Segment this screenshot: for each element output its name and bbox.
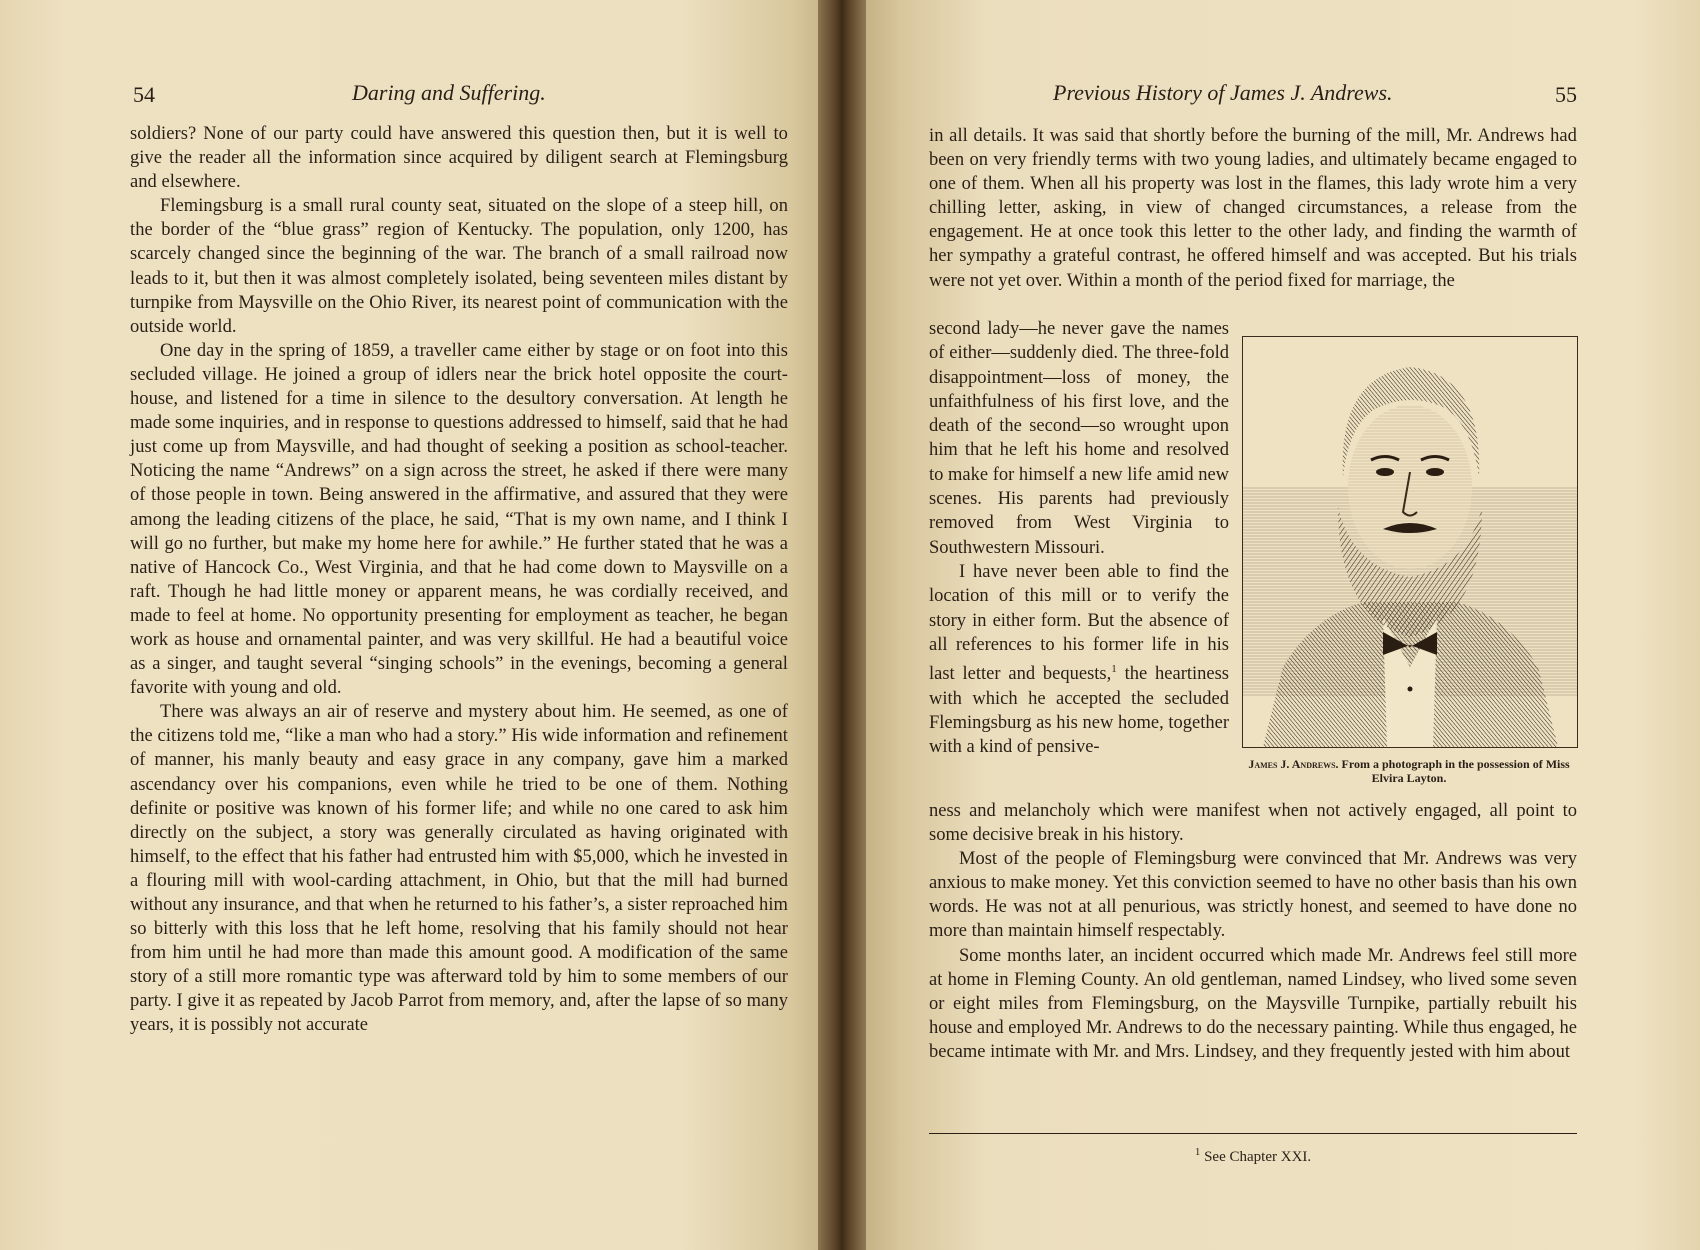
paragraph: ness and melancholy which were manifest when not actively engaged, all point to some decisive break in his history. [929, 801, 1577, 846]
book-gutter [818, 0, 866, 1250]
paragraph: Flemingsburg is a small rural county seat, situated on the slope of a steep hill, on the border of the “blue grass” region of Kentucky. The population, only 1200, has scarcely changed since the beginning of the war. The branch of a small railroad now leads to it, but then it was almost completely isolated, being seventeen miles distant by turnpike from Maysville on the Ohio River, its nearest point of communication with the outside world. [130, 196, 788, 337]
paragraph: in all details. It was said that shortly before the burning of the mill, Mr. Andrews had been on very friendly terms with two young ladies, and ultimately became engaged to one of them. When all his property was lost in the flames, this lady wrote him a very chilling letter, asking, in view of changed circumstances, a release from the engagement. He at once took this letter to the other lady, and finding the warmth of her sympathy a grateful contrast, he offered himself and was accepted. But his trials were not yet over. Within a month of the period fixed for marriage, the [929, 126, 1577, 291]
right-page [850, 0, 1700, 1250]
paragraph: second lady—he never gave the names of either—suddenly died. The three-fold disappointment—loss of money, the unfaithfulness of his first love, and the death of the second—so wrought upon him that he left his home and resolved to make for himself a new life amid new scenes. His parents had previously removed from West Virginia to Southwestern Missouri. [929, 319, 1230, 558]
paragraph: There was always an air of reserve and mystery about him. He seemed, as one of the citizens told me, “like a man who had a story.” His wide information and refinement of manner, his manly beauty and easy grace in any company, gave him a marked ascendancy over his companions, even while he tried to be one of them. Nothing definite or positive was known of his former life; and while no one cared to ask him directly on the subject, a story was generally circulated as having originated with himself, to the effect that his father had entrusted him with $5,000, which he invested in a flouring mill with wool-carding attachment, in Ohio, but that the mill had burned without any insurance, and that when he returned to his father’s, a sister reproached him so bitterly with this loss that he left home, resolving that his family should not hear from him until he had more than made this amount good. A modification of the same story of a still more romantic type was afterward told by him to some members of our party. I give it as repeated by Jacob Parrot from memory, and, after the lapse of so many years, it is possibly not accurate [130, 702, 788, 1036]
paragraph-start: I have never been able to find the location of this mill or to verify the story in either form. But the absence of all references to his former life in his last letter and bequests, [929, 561, 1229, 685]
left-running-head: Daring and Suffering. [352, 80, 546, 105]
right-page-top-text [929, 124, 1577, 293]
paragraph: soldiers? None of our party could have answered this question then, but it is well to give the reader all the information since acquired by diligent search at Flemingsburg and elsewhere. [130, 124, 788, 193]
right-page-lower-text [929, 799, 1577, 1064]
paragraph: One day in the spring of 1859, a traveller came either by stage or on foot into this secluded village. He joined a group of idlers near the brick hotel opposite the court-house, and listened for a time in silence to the desultory conversation. At length he made some inquiries, and in response to questions addressed to himself, said that he had just come up from Maysville, and had thought of seeking a position as school-teacher. Noticing the name “Andrews” on a sign across the street, he asked if there were many of those people in town. Being answered in the affirmative, and assured that they were among the leading citizens of the place, he said, “That is my own name, and I think I will go no further, but make my home here for awhile.” He further stated that he was a native of Hancock Co., West Virginia, and that he had come down to Maysville on a raft. Though he had little money or apparent means, he was cordially received, and made to feel at home. No opportunity presenting for employment as teacher, he began work as house and ornamental painter, and was very skillful. He had a beautiful voice as a singer, and taught several “singing schools” in the evenings, becoming a general favorite with young and old. [130, 340, 788, 699]
footnote [929, 1146, 1577, 1166]
footnote-text: See Chapter XXI. [1204, 1149, 1312, 1165]
caption-text: From a photograph in the possession of Miss Elvira Layton. [1341, 757, 1570, 785]
footnote-number: 1 [1194, 1146, 1201, 1158]
paragraph: Some months later, an incident occurred which made Mr. Andrews feel still more at home in Fleming County. An old gentleman, named Lindsey, who lived some seven or eight miles from Flemingsburg, on the Maysville Turnpike, partially rebuilt his house and employed Mr. Andrews to do the necessary painting. While thus engaged, he became intimate with Mr. and Mrs. Lindsey, and they frequently jested with him about [929, 945, 1577, 1062]
paragraph-end: the heartiness with which he accepted the secluded Flemingsburg as his new home, together with a kind of pensive- [929, 664, 1229, 758]
left-page-body [130, 122, 788, 1038]
figure-wrap-text [929, 317, 1229, 760]
portrait-engraving [1242, 336, 1578, 748]
figure-caption [1239, 757, 1579, 785]
footnote-rule [929, 1133, 1577, 1134]
caption-name: James J. Andrews. [1248, 757, 1339, 771]
paragraph [929, 560, 1229, 760]
paragraph: Most of the people of Flemingsburg were convinced that Mr. Andrews was very anxious to make money. Yet this conviction seemed to have no other basis than his own words. He was not at all penurious, was strictly honest, and seemed to have done no more than maintain himself respectably. [929, 849, 1577, 942]
left-page-number: 54 [133, 82, 155, 107]
right-running-head: Previous History of James J. Andrews. [1053, 80, 1393, 105]
right-page-number: 55 [1555, 82, 1577, 107]
footnote-marker: 1 [1111, 663, 1117, 676]
portrait-illustration [1243, 337, 1577, 747]
